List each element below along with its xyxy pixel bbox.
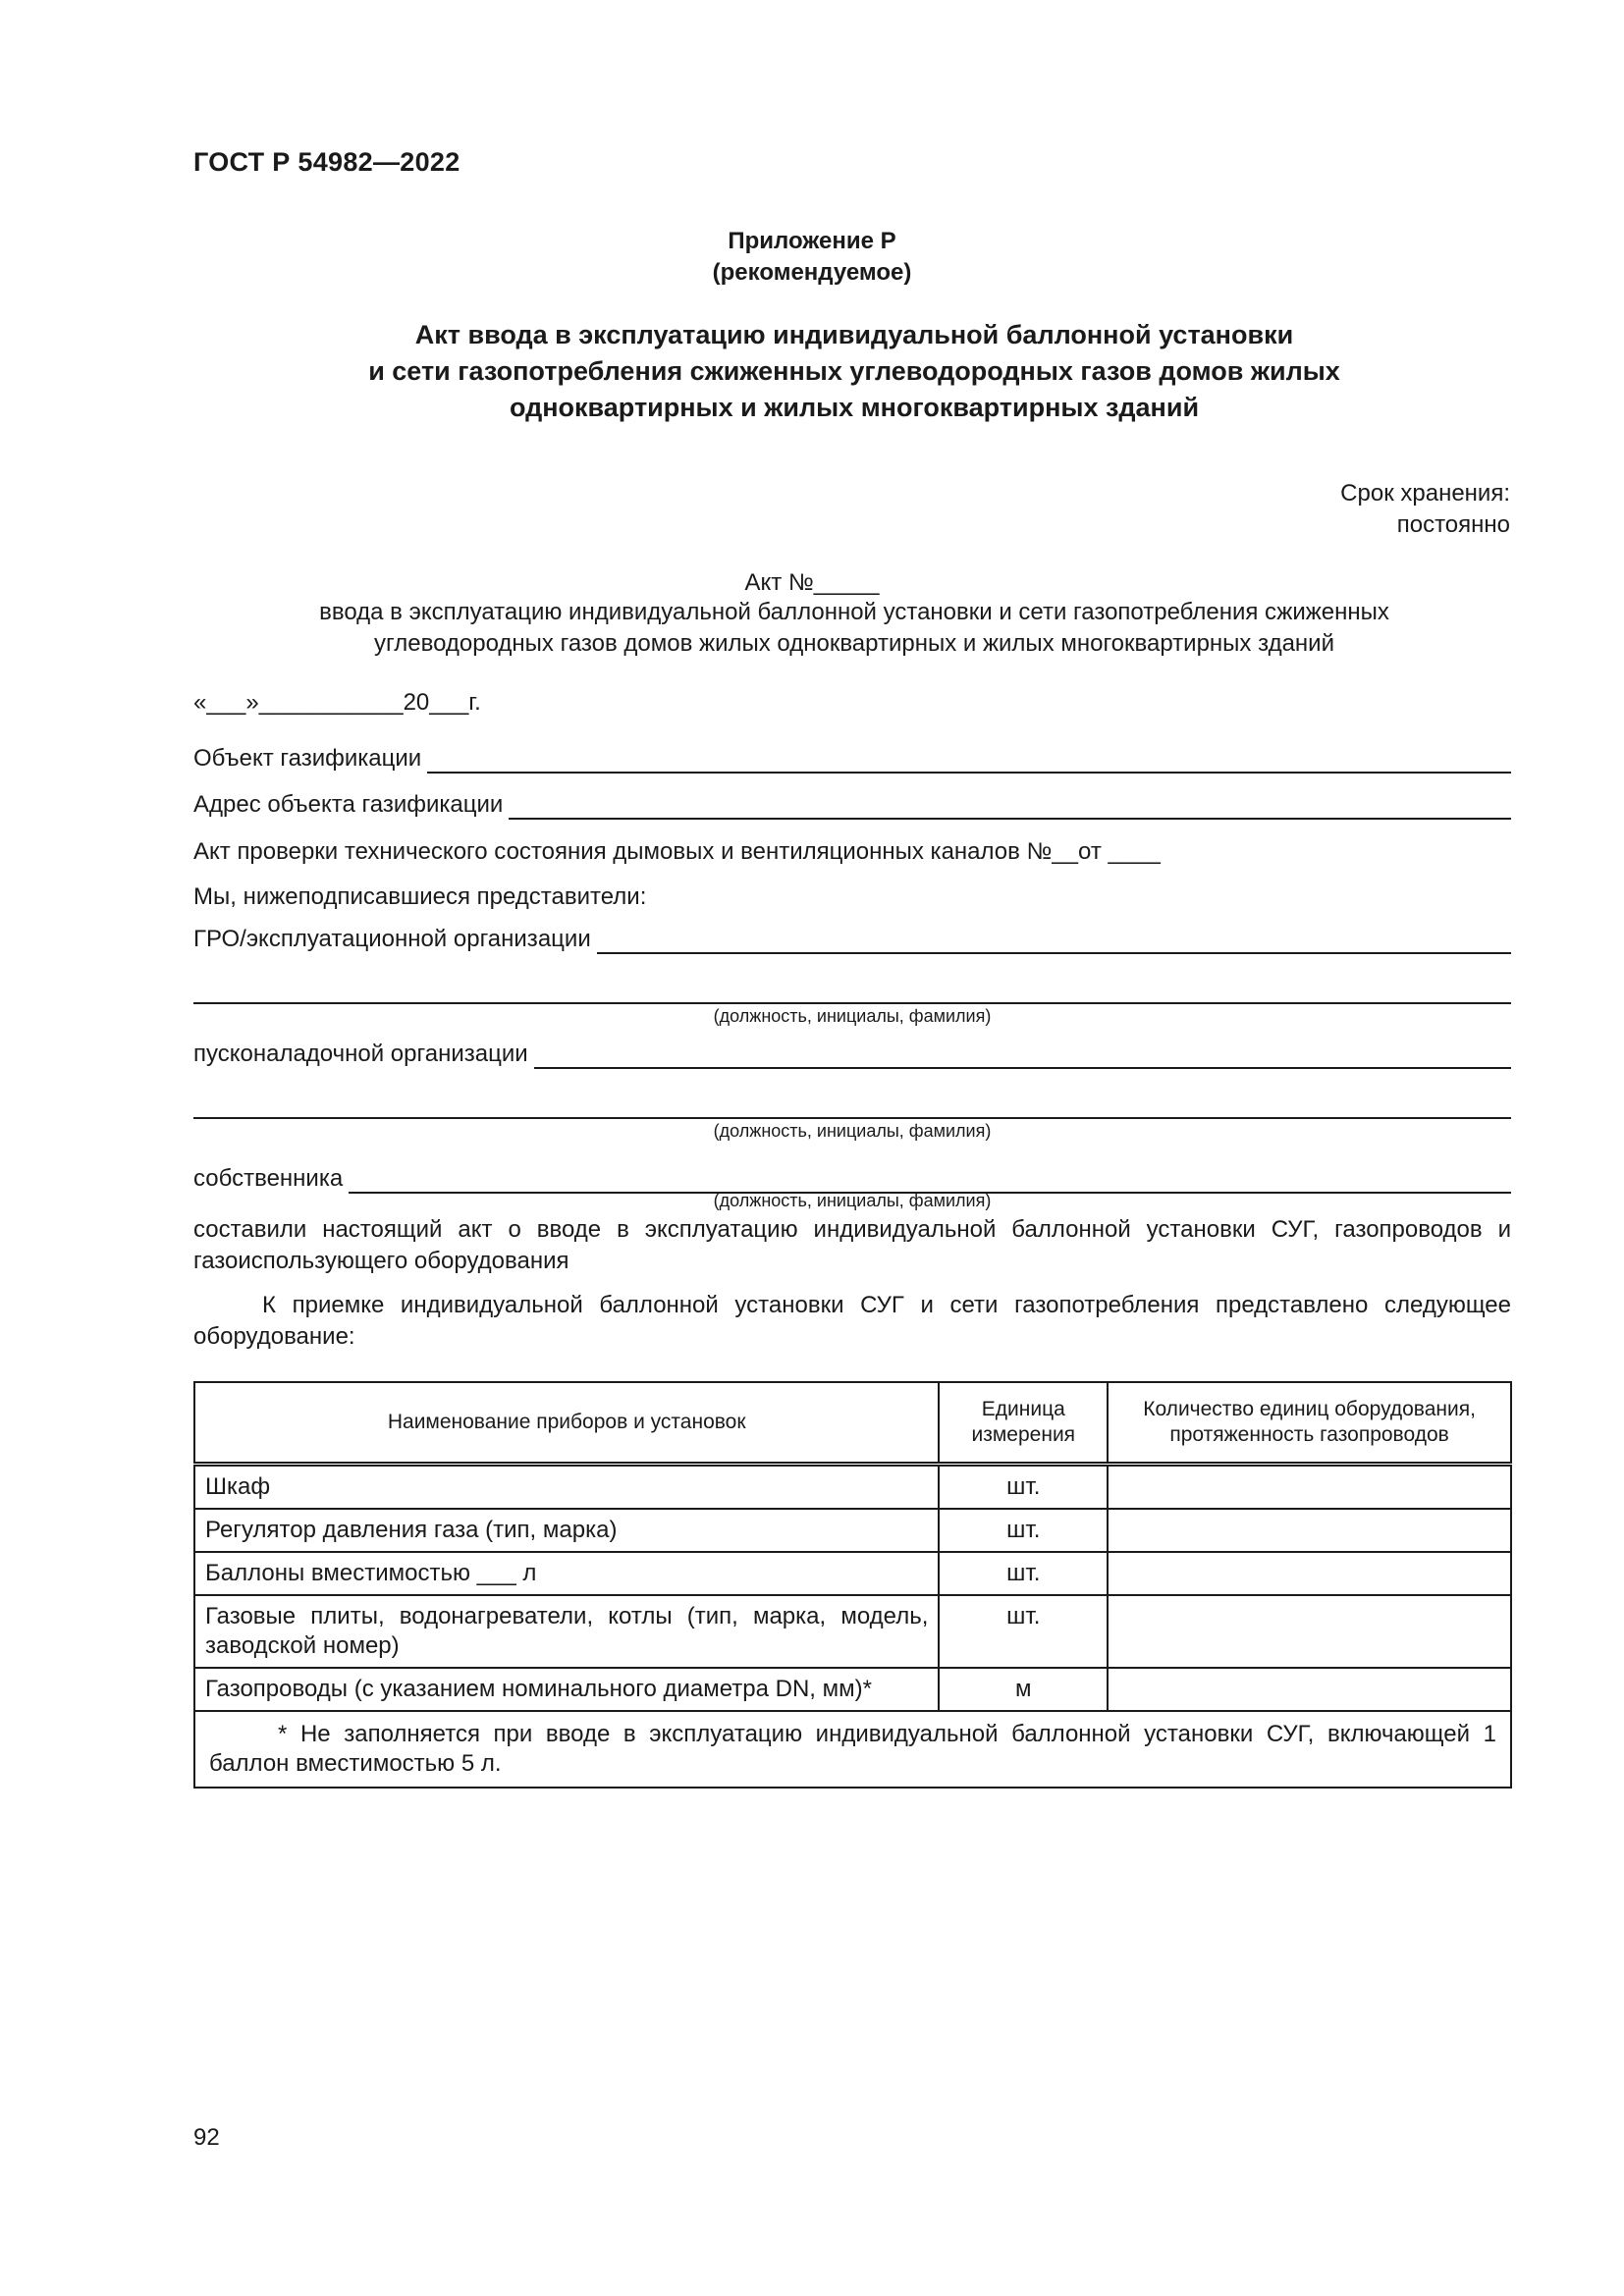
inspection-act-line: Акт проверки технического состояния дымовых и вентиляционных каналов №__от ____ (193, 838, 1161, 865)
header-qty: Количество единиц оборудования, протяженность газопроводов (1108, 1382, 1511, 1465)
row-unit: м (939, 1668, 1108, 1711)
table-footnote: * Не заполняется при вводе в эксплуатацию индивидуальной баллонной установки СУГ, включающей 1 баллон вместимостью 5 л. (209, 1721, 1496, 1777)
page-number: 92 (193, 2124, 220, 2151)
gro-position-line (193, 1002, 1511, 1004)
header-name: Наименование приборов и установок (194, 1382, 939, 1465)
commissioning-label: пусконаладочной организации (193, 1041, 528, 1067)
owner-position-caption: (должность, инициалы, фамилия) (713, 1191, 992, 1210)
document-code: ГОСТ Р 54982—2022 (193, 147, 460, 177)
storage-label: Срок хранения: (1340, 480, 1510, 507)
commissioning-position-line (193, 1117, 1511, 1119)
main-title (295, 317, 1414, 426)
owner-field (193, 1164, 1511, 1194)
row-qty[interactable] (1108, 1509, 1511, 1552)
composed-paragraph: составили настоящий акт о вводе в эксплуатацию индивидуальной баллонной установки СУГ, газопроводов и газоиспользующего оборудования (193, 1216, 1511, 1274)
main-title-line-3: одноквартирных и жилых многоквартирных зданий (509, 393, 1200, 422)
row-unit: шт. (939, 1465, 1108, 1510)
storage-period (1340, 478, 1510, 541)
owner-label: собственника (193, 1165, 344, 1192)
act-date-line: «___»___________20___г. (193, 689, 481, 716)
row-name: Газовые плиты, водонагреватели, котлы (тип, марка, модель, заводской номер) (194, 1595, 939, 1668)
address-field (193, 790, 1511, 820)
equipment-table (193, 1381, 1512, 1789)
row-qty[interactable] (1108, 1552, 1511, 1595)
row-qty[interactable] (1108, 1595, 1511, 1668)
owner-fill-line (349, 1166, 1511, 1194)
gro-label: ГРО/эксплуатационной организации (193, 926, 591, 952)
row-unit: шт. (939, 1509, 1108, 1552)
row-qty[interactable] (1108, 1668, 1511, 1711)
gro-position-caption: (должность, инициалы, фамилия) (713, 1006, 992, 1026)
presented-paragraph: К приемке индивидуальной баллонной установки СУГ и сети газопотребления представлено следующее оборудование: (193, 1292, 1511, 1350)
act-subtitle: ввода в эксплуатацию индивидуальной баллонной установки и сети газопотребления сжиженных углеводородных газов домов жилых одноквартирных и жилых многоквартирных зданий (319, 599, 1389, 657)
table-row (194, 1509, 1511, 1552)
object-field (193, 744, 1511, 774)
table-row (194, 1552, 1511, 1595)
header-unit: Единица измерения (939, 1382, 1108, 1465)
appendix-status: (рекомендуемое) (712, 259, 912, 286)
table-footnote-row (194, 1711, 1511, 1788)
gro-field (193, 925, 1511, 954)
act-number: Акт №_____ (744, 569, 880, 596)
object-label: Объект газификации (193, 745, 422, 772)
gro-fill-line (597, 927, 1511, 954)
object-fill-line (427, 746, 1511, 774)
row-name: Шкаф (194, 1465, 939, 1510)
address-label: Адрес объекта газификации (193, 791, 504, 818)
row-unit: шт. (939, 1552, 1108, 1595)
row-name: Газопроводы (с указанием номинального диаметра DN, мм)* (194, 1668, 939, 1711)
commissioning-position-caption: (должность, инициалы, фамилия) (713, 1121, 992, 1141)
row-name: Баллоны вместимостью ___ л (194, 1552, 939, 1595)
table-row (194, 1668, 1511, 1711)
signatories-intro: Мы, нижеподписавшиеся представители: (193, 883, 647, 910)
table-footnote-cell (194, 1711, 1511, 1788)
appendix-heading (0, 226, 1624, 289)
row-unit: шт. (939, 1595, 1108, 1668)
address-fill-line (509, 792, 1511, 820)
storage-value: постоянно (1396, 511, 1510, 538)
table-row (194, 1465, 1511, 1510)
row-name: Регулятор давления газа (тип, марка) (194, 1509, 939, 1552)
commissioning-field (193, 1040, 1511, 1069)
row-qty[interactable] (1108, 1465, 1511, 1510)
table-header-row (194, 1382, 1511, 1465)
appendix-title: Приложение Р (728, 228, 896, 254)
main-title-line-2: и сети газопотребления сжиженных углеводородных газов домов жилых (368, 356, 1340, 386)
table-row (194, 1595, 1511, 1668)
commissioning-fill-line (534, 1041, 1511, 1069)
main-title-line-1: Акт ввода в эксплуатацию индивидуальной баллонной установки (414, 320, 1294, 349)
